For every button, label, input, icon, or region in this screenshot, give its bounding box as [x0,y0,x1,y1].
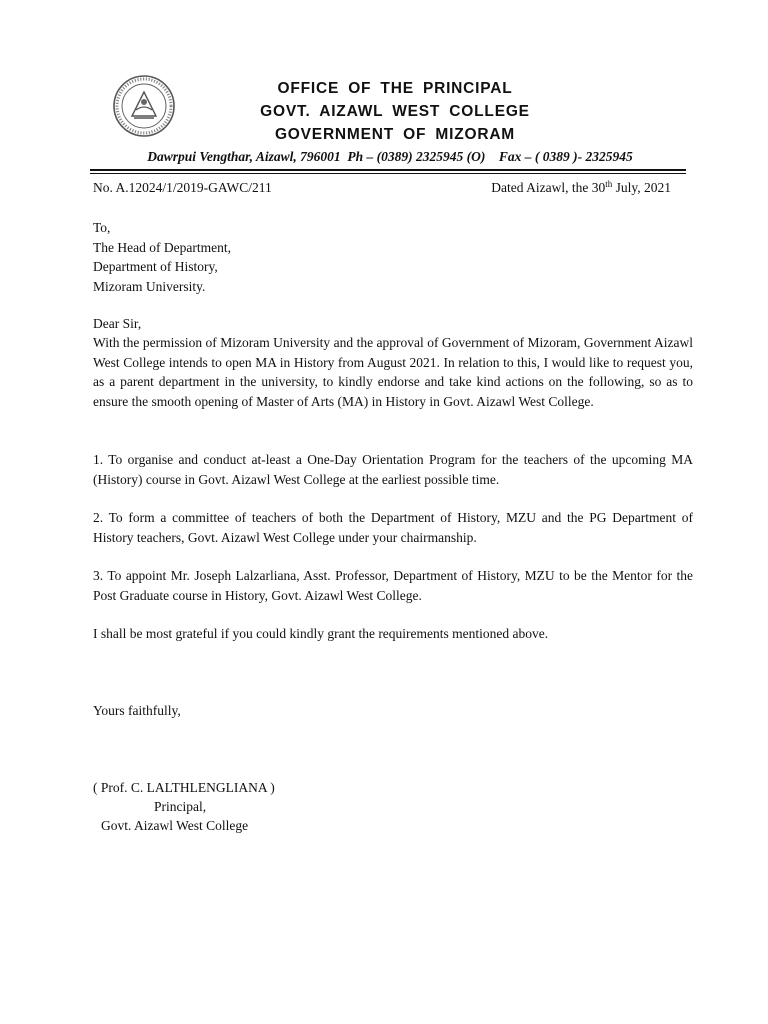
closing-line: I shall be most grateful if you could kindly grant the requirements mentioned above. [93,626,549,641]
recipient-address [93,218,693,296]
date-prefix: Dated Aizawl, the 30 [491,180,606,195]
signatory-title: Principal, [154,799,207,814]
recipient-line-1: The Head of Department, [93,239,231,255]
letterhead-address: Dawrpui Vengthar, Aizawl, 796001 Ph – (0389) 2325945 (O) Fax – ( 0389 )- 2325945 [147,149,633,164]
recipient-line-3: Mizoram University. [93,278,206,294]
letter-date [491,180,671,196]
letterhead-divider-thin [90,173,686,174]
letterhead [0,0,768,175]
request-item-3: 3. To appoint Mr. Joseph Lalzarliana, Asst. Professor, Department of History, MZU to be the Mentor for the Post Graduate course in History, Govt. Aizawl West College. [93,568,693,603]
signatory-organization: Govt. Aizawl West College [101,818,249,833]
signatory-name: ( Prof. C. LALTHLENGLIANA ) [93,780,275,795]
date-rest: July, 2021 [612,180,671,195]
request-item-1: 1. To organise and conduct at-least a One-Day Orientation Program for the teachers of the upcoming MA (History) course in Govt. Aizawl West College at the earliest possible time. [93,452,693,487]
college-name: GOVT. AIZAWL WEST COLLEGE [260,103,530,120]
recipient-line-2: Department of History, [93,259,218,274]
valediction: Yours faithfully, [93,703,181,718]
to-line: To, [93,220,111,235]
office-title: OFFICE OF THE PRINCIPAL [277,80,513,97]
government-name: GOVERNMENT OF MIZORAM [274,126,516,143]
body-paragraph: With the permission of Mizoram University and the approval of Government of Mizoram, Government Aizawl West College intends to open MA in History from August 2021. In relation to this, I would like to request you, as a parent department in the university, to kindly endorse and take kind actions on the following, so as to ensure the smooth opening of Master of Arts (MA) in History in Govt. Aizawl West College. [93,335,693,409]
letterhead-divider [90,169,686,171]
date-ordinal: th [605,179,613,189]
reference-number: No. A.12024/1/2019-GAWC/211 [93,180,272,195]
salutation: Dear Sir, [93,316,142,331]
request-item-2: 2. To form a committee of teachers of both the Department of History, MZU and the PG Department of History teachers, Govt. Aizawl West College under your chairmanship. [93,510,693,545]
